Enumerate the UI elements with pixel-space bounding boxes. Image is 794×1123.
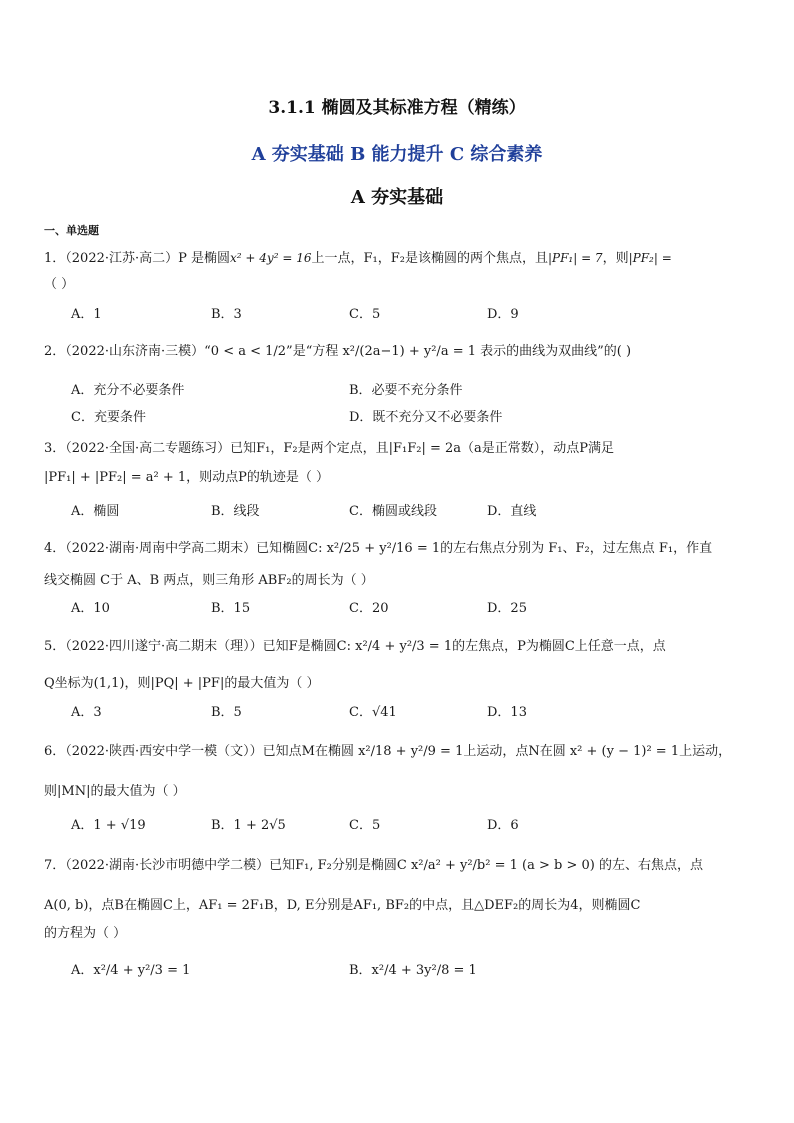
option-1c: C．5	[349, 307, 381, 322]
page-subtitle: A 夯实基础 B 能力提升 C 综合素养	[251, 144, 543, 165]
option-2b: B．必要不充分条件	[349, 383, 463, 398]
option-7a: A．x²/4 + y²/3 = 1	[71, 963, 191, 978]
option-5a: A．3	[71, 705, 102, 720]
option-1d: D．9	[487, 307, 519, 322]
question-2: 2．（2022·山东济南·三模）“0 < a < 1/2”是“方程 x²/(2a−1) + y²/a = 1 表示的曲线为双曲线”的( )	[44, 344, 632, 359]
section-heading: A 夯实基础	[350, 187, 444, 208]
question-7: 7．（2022·湖南·长沙市明德中学二模）已知F₁, F₂分别是椭圆C x²/a² + y²/b² = 1 (a > b > 0) 的左、右焦点，点	[44, 858, 703, 873]
question-5-line2: Q坐标为(1,1)，则|PQ| + |PF|的最大值为（ ）	[44, 676, 320, 691]
option-6a: A．1 + √19	[71, 818, 146, 833]
question-4: 4．（2022·湖南·周南中学高二期末）已知椭圆C: x²/25 + y²/16 = 1的左右焦点分别为 F₁、F₂，过左焦点 F₁，作直	[44, 541, 713, 556]
question-7-line3: 的方程为（ ）	[44, 926, 127, 941]
question-5: 5．（2022·四川遂宁·高二期末（理））已知F是椭圆C: x²/4 + y²/3 = 1的左焦点，P为椭圆C上任意一点，点	[44, 639, 666, 654]
option-5b: B．5	[211, 705, 242, 720]
option-2c: C．充要条件	[71, 410, 146, 425]
option-4a: A．10	[71, 601, 110, 616]
option-1b: B．3	[211, 307, 242, 322]
question-6-line2: 则|MN|的最大值为（ ）	[44, 784, 186, 799]
option-6b: B．1 + 2√5	[211, 818, 286, 833]
option-7b: B．x²/4 + 3y²/8 = 1	[349, 963, 477, 978]
question-7-line2: A(0, b)，点B在椭圆C上，AF₁ = 2F₁B，D, E分别是AF₁, BF₂的中点，且△DEF₂的周长为4，则椭圆C	[44, 898, 641, 913]
question-1-line2: （ ）	[44, 277, 75, 292]
option-3c: C．椭圆或线段	[349, 504, 437, 519]
option-6c: C．5	[349, 818, 381, 833]
option-6d: D．6	[487, 818, 519, 833]
question-4-line2: 线交椭圆 C于 A、B 两点，则三角形 ABF₂的周长为（ ）	[44, 573, 374, 588]
option-3b: B．线段	[211, 504, 260, 519]
question-3-line2: |PF₁| + |PF₂| = a² + 1，则动点P的轨迹是（ ）	[44, 470, 330, 485]
option-5d: D．13	[487, 705, 527, 720]
option-4c: C．20	[349, 601, 389, 616]
question-6: 6．（2022·陕西·西安中学一模（文））已知点M在椭圆 x²/18 + y²/9 = 1上运动，点N在圆 x² + (y − 1)² = 1上运动，	[44, 744, 732, 759]
section-label: 一、单选题	[44, 224, 99, 237]
question-3: 3．（2022·全国·高二专题练习）已知F₁，F₂是两个定点，且|F₁F₂| = 2a（a是正常数），动点P满足	[44, 441, 615, 456]
option-4d: D．25	[487, 601, 527, 616]
option-3d: D．直线	[487, 504, 537, 519]
page-title: 3.1.1 椭圆及其标准方程（精练）	[268, 98, 526, 118]
option-2a: A．充分不必要条件	[71, 383, 185, 398]
option-5c: C．√41	[349, 705, 397, 720]
option-2d: D．既不充分又不必要条件	[349, 410, 503, 425]
option-3a: A．椭圆	[71, 504, 120, 519]
question-1: 1．（2022·江苏·高二）P 是椭圆x² + 4y² = 16上一点，F₁，F₂是该椭圆的两个焦点，且|PF₁| = 7，则|PF₂| =	[44, 251, 672, 266]
option-4b: B．15	[211, 601, 251, 616]
option-1a: A．1	[71, 307, 102, 322]
